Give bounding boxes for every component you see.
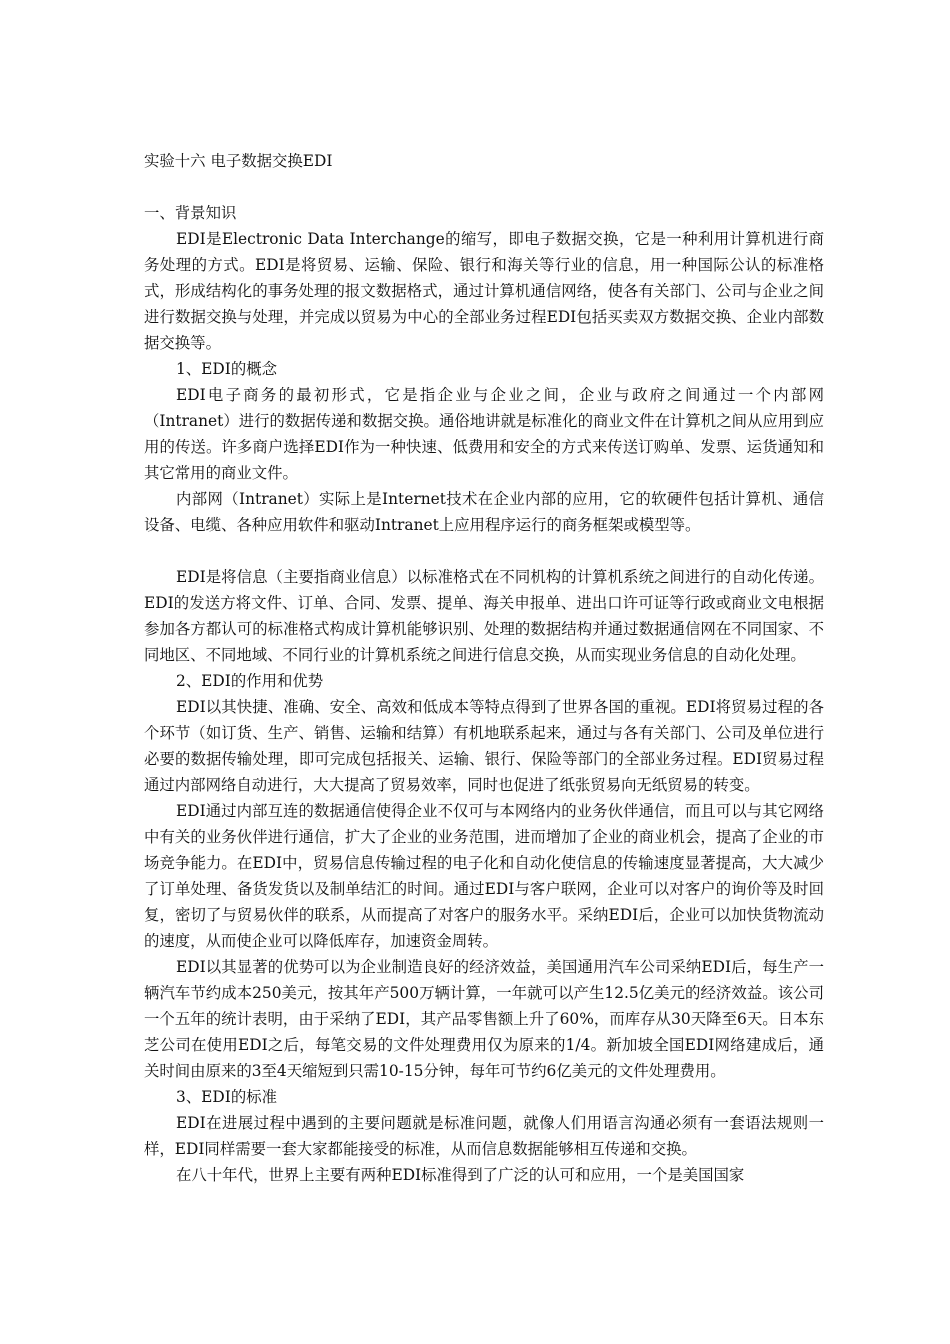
paragraph-concept-3: EDI是将信息（主要指商业信息）以标准格式在不同机构的计算机系统之间进行的自动化传递。EDI的发送方将文件、订单、合同、发票、提单、海关申报单、进出口许可证等行政或商业文电根据参加各方都认可的标准格式构成计算机能够识别、处理的数据结构并通过数据通信网在不同国家、不同地区、不同地域、不同行业的计算机系统之间进行信息交换，从而实现业务信息的自动化处理。 bbox=[144, 568, 824, 664]
paragraph-concept-2: 内部网（Intranet）实际上是Internet技术在企业内部的应用，它的软硬件包括计算机、通信设备、电缆、各种应用软件和驱动Intranet上应用程序运行的商务框架或模型等。 bbox=[144, 490, 824, 534]
blank-line bbox=[144, 538, 824, 564]
paragraph-standards-1: EDI在进展过程中遇到的主要问题就是标准问题，就像人们用语言沟通必须有一套语法规则一样，EDI同样需要一套大家都能接受的标准，从而信息数据能够相互传递和交换。 bbox=[144, 1114, 824, 1158]
paragraph-standards-2: 在八十年代，世界上主要有两种EDI标准得到了广泛的认可和应用，一个是美国国家 bbox=[176, 1166, 745, 1184]
document-page bbox=[144, 148, 824, 1188]
document-title: 实验十六 电子数据交换EDI bbox=[144, 152, 333, 170]
paragraph-advantages-1: EDI以其快捷、准确、安全、高效和低成本等特点得到了世界各国的重视。EDI将贸易过程的各个环节（如订货、生产、销售、运输和结算）有机地联系起来，通过与各有关部门、公司及单位进行必要的数据传输处理，即可完成包括报关、运输、银行、保险等部门的全部业务过程。EDI贸易过程通过内部网络自动进行，大大提高了贸易效率，同时也促进了纸张贸易向无纸贸易的转变。 bbox=[144, 698, 824, 794]
paragraph-concept-1: EDI电子商务的最初形式，它是指企业与企业之间，企业与政府之间通过一个内部网（Intranet）进行的数据传递和数据交换。通俗地讲就是标准化的商业文件在计算机之间从应用到应用的传送。许多商户选择EDI作为一种快速、低费用和安全的方式来传送订购单、发票、运货通知和其它常用的商业文件。 bbox=[144, 386, 824, 482]
paragraph-intro: EDI是Electronic Data Interchange的缩写，即电子数据交换，它是一种利用计算机进行商务处理的方式。EDI是将贸易、运输、保险、银行和海关等行业的信息，用一种国际公认的标准格式，形成结构化的事务处理的报文数据格式，通过计算机通信网络，使各有关部门、公司与企业之间进行数据交换与处理，并完成以贸易为中心的全部业务过程EDI包括买卖双方数据交换、企业内部数据交换等。 bbox=[144, 230, 824, 352]
subheading-edi-standards: 3、EDI的标准 bbox=[176, 1088, 278, 1106]
paragraph-advantages-2: EDI通过内部互连的数据通信使得企业不仅可与本网络内的业务伙伴通信，而且可以与其它网络中有关的业务伙伴进行通信，扩大了企业的业务范围，进而增加了企业的商业机会，提高了企业的市场竞争能力。在EDI中，贸易信息传输过程的电子化和自动化使信息的传输速度显著提高，大大减少了订单处理、备货发货以及制单结汇的时间。通过EDI与客户联网，企业可以对客户的询价等及时回复，密切了与贸易伙伴的联系，从而提高了对客户的服务水平。采纳EDI后，企业可以加快货物流动的速度，从而使企业可以降低库存，加速资金周转。 bbox=[144, 802, 824, 950]
subheading-edi-advantages: 2、EDI的作用和优势 bbox=[176, 672, 324, 690]
section-heading-background: 一、背景知识 bbox=[144, 204, 237, 222]
paragraph-advantages-3: EDI以其显著的优势可以为企业制造良好的经济效益，美国通用汽车公司采纳EDI后，每生产一辆汽车节约成本250美元，按其年产500万辆计算，一年就可以产生12.5亿美元的经济效益。该公司一个五年的统计表明，由于采纳了EDI，其产品零售额上升了60%，而库存从30天降至6天。日本东芝公司在使用EDI之后，每笔交易的文件处理费用仅为原来的1/4。新加坡全国EDI网络建成后，通关时间由原来的3至4天缩短到只需10-15分钟，每年可节约6亿美元的文件处理费用。 bbox=[144, 958, 824, 1080]
subheading-edi-concept: 1、EDI的概念 bbox=[176, 360, 278, 378]
